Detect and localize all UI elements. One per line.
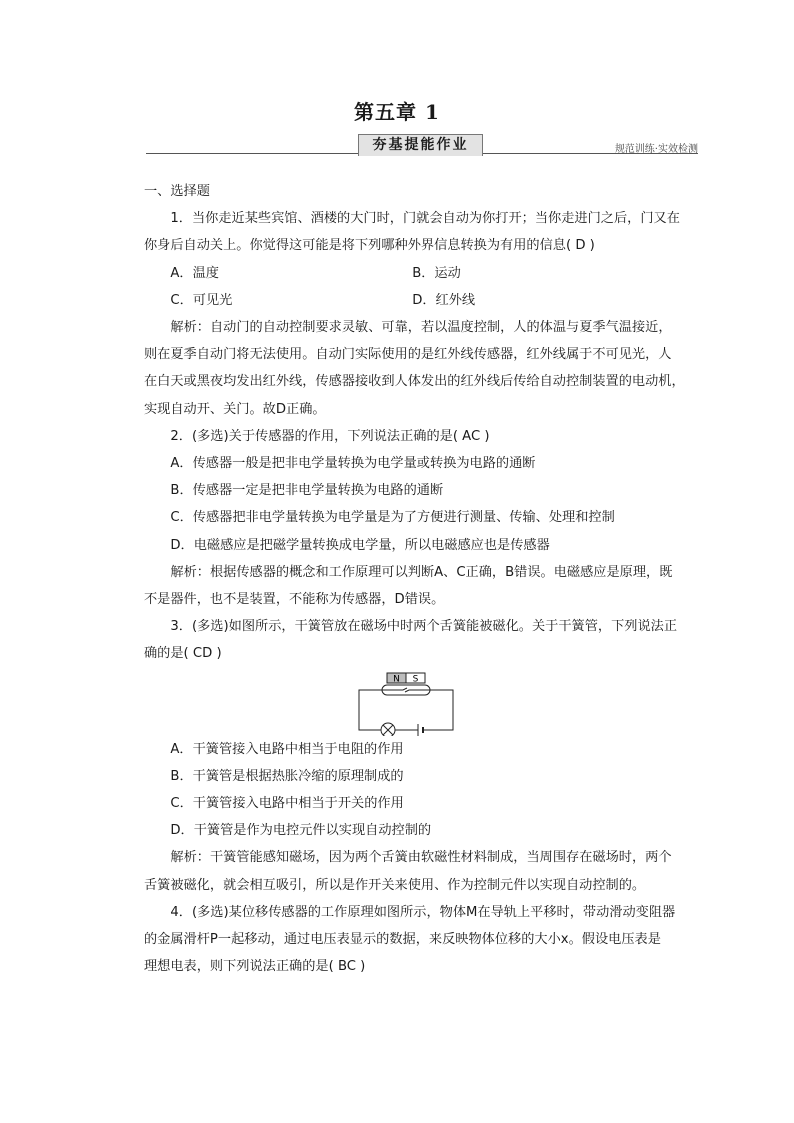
reed-blade-left bbox=[382, 688, 407, 690]
section-heading: 一、选择题 bbox=[144, 184, 210, 199]
option-b: B．干簧管是根据热胀冷缩的原理制成的 bbox=[170, 768, 404, 784]
analysis-line: 不是器件，也不是装置，不能称为传感器，D错误。 bbox=[144, 592, 445, 608]
analysis-line: 解析：干簧管能感知磁场，因为两个舌簧由软磁性材料制成，当周围存在磁场时，两个 bbox=[170, 850, 672, 866]
option-b: B．传感器一定是把非电学量转换为电路的通断 bbox=[170, 483, 444, 499]
option-d: D．干簧管是作为电控元件以实现自动控制的 bbox=[170, 823, 432, 839]
question-3-stem-line: 3．(多选)如图所示，干簧管放在磁场中时两个舌簧能被磁化。关于干簧管，下列说法正 bbox=[170, 619, 678, 635]
circuit-wire-left bbox=[359, 690, 382, 730]
question-3-stem-line: 确的是( CD ) bbox=[144, 646, 222, 662]
question-4-stem-line: 理想电表，则下列说法正确的是( BC ) bbox=[144, 959, 366, 975]
option-c: C．可见光 bbox=[170, 292, 233, 308]
question-1-options-row bbox=[144, 287, 654, 314]
chapter-title: 第五章 1 bbox=[354, 100, 440, 124]
analysis-line: 舌簧被磁化，就会相互吸引，所以是作开关来使用、作为控制元件以实现自动控制的。 bbox=[144, 877, 646, 893]
question-content bbox=[144, 178, 685, 980]
question-4-stem-line: 4．(多选)某位移传感器的工作原理如图所示，物体M在导轨上平移时，带动滑动变阻器 bbox=[170, 904, 676, 920]
reed-switch-circuit-figure bbox=[144, 672, 654, 736]
option-c: C．干簧管接入电路中相当于开关的作用 bbox=[170, 796, 404, 812]
banner-tagline: 规范训练·实效检测 bbox=[614, 144, 698, 155]
magnet-s-label: S bbox=[412, 674, 419, 685]
option-c: C．传感器把非电学量转换为电学量是为了方便进行测量、传输、处理和控制 bbox=[170, 510, 615, 526]
question-1-stem-line: 你身后自动关上。你觉得这可能是将下列哪种外界信息转换为有用的信息( D ) bbox=[144, 238, 595, 254]
reed-blade-right bbox=[405, 690, 430, 692]
analysis-line: 实现自动开、关门。故D正确。 bbox=[144, 401, 326, 417]
question-1-options-row bbox=[144, 260, 654, 287]
magnet-n-label: N bbox=[393, 674, 400, 685]
analysis-line: 则在夏季自动门将无法使用。自动门实际使用的是红外线传感器，红外线属于不可见光，人 bbox=[144, 347, 672, 363]
analysis-line: 解析：根据传感器的概念和工作原理可以判断A、C正确，B错误。电磁感应是原理，既 bbox=[170, 564, 673, 580]
option-a: A．干簧管接入电路中相当于电阻的作用 bbox=[170, 741, 404, 757]
question-4-stem-line: 的金属滑杆P一起移动，通过电压表显示的数据，来反映物体位移的大小x。假设电压表是 bbox=[144, 932, 661, 948]
option-d: D．电磁感应是把磁学量转换成电学量，所以电磁感应也是传感器 bbox=[170, 537, 550, 553]
option-d: D．红外线 bbox=[412, 292, 476, 308]
option-a: A．温度 bbox=[170, 265, 219, 281]
reed-switch-circuit-diagram bbox=[356, 672, 456, 736]
analysis-line: 在白天或黑夜均发出红外线，传感器接收到人体发出的红外线后传给自动控制装置的电动机， bbox=[144, 374, 685, 390]
option-a: A．传感器一般是把非电学量转换为电学量或转换为电路的通断 bbox=[170, 456, 536, 472]
option-b: B．运动 bbox=[412, 265, 461, 281]
analysis-line: 解析：自动门的自动控制要求灵敏、可靠，若以温度控制，人的体温与夏季气温接近， bbox=[170, 320, 672, 336]
question-1-stem-line: 1．当你走近某些宾馆、酒楼的大门时，门就会自动为你打开；当你走进门之后，门又在 bbox=[170, 211, 680, 227]
circuit-wire-right bbox=[423, 690, 453, 730]
question-2-stem: 2．(多选)关于传感器的作用，下列说法正确的是( AC ) bbox=[170, 428, 490, 444]
exercise-banner: 夯基提能作业 bbox=[358, 134, 483, 156]
